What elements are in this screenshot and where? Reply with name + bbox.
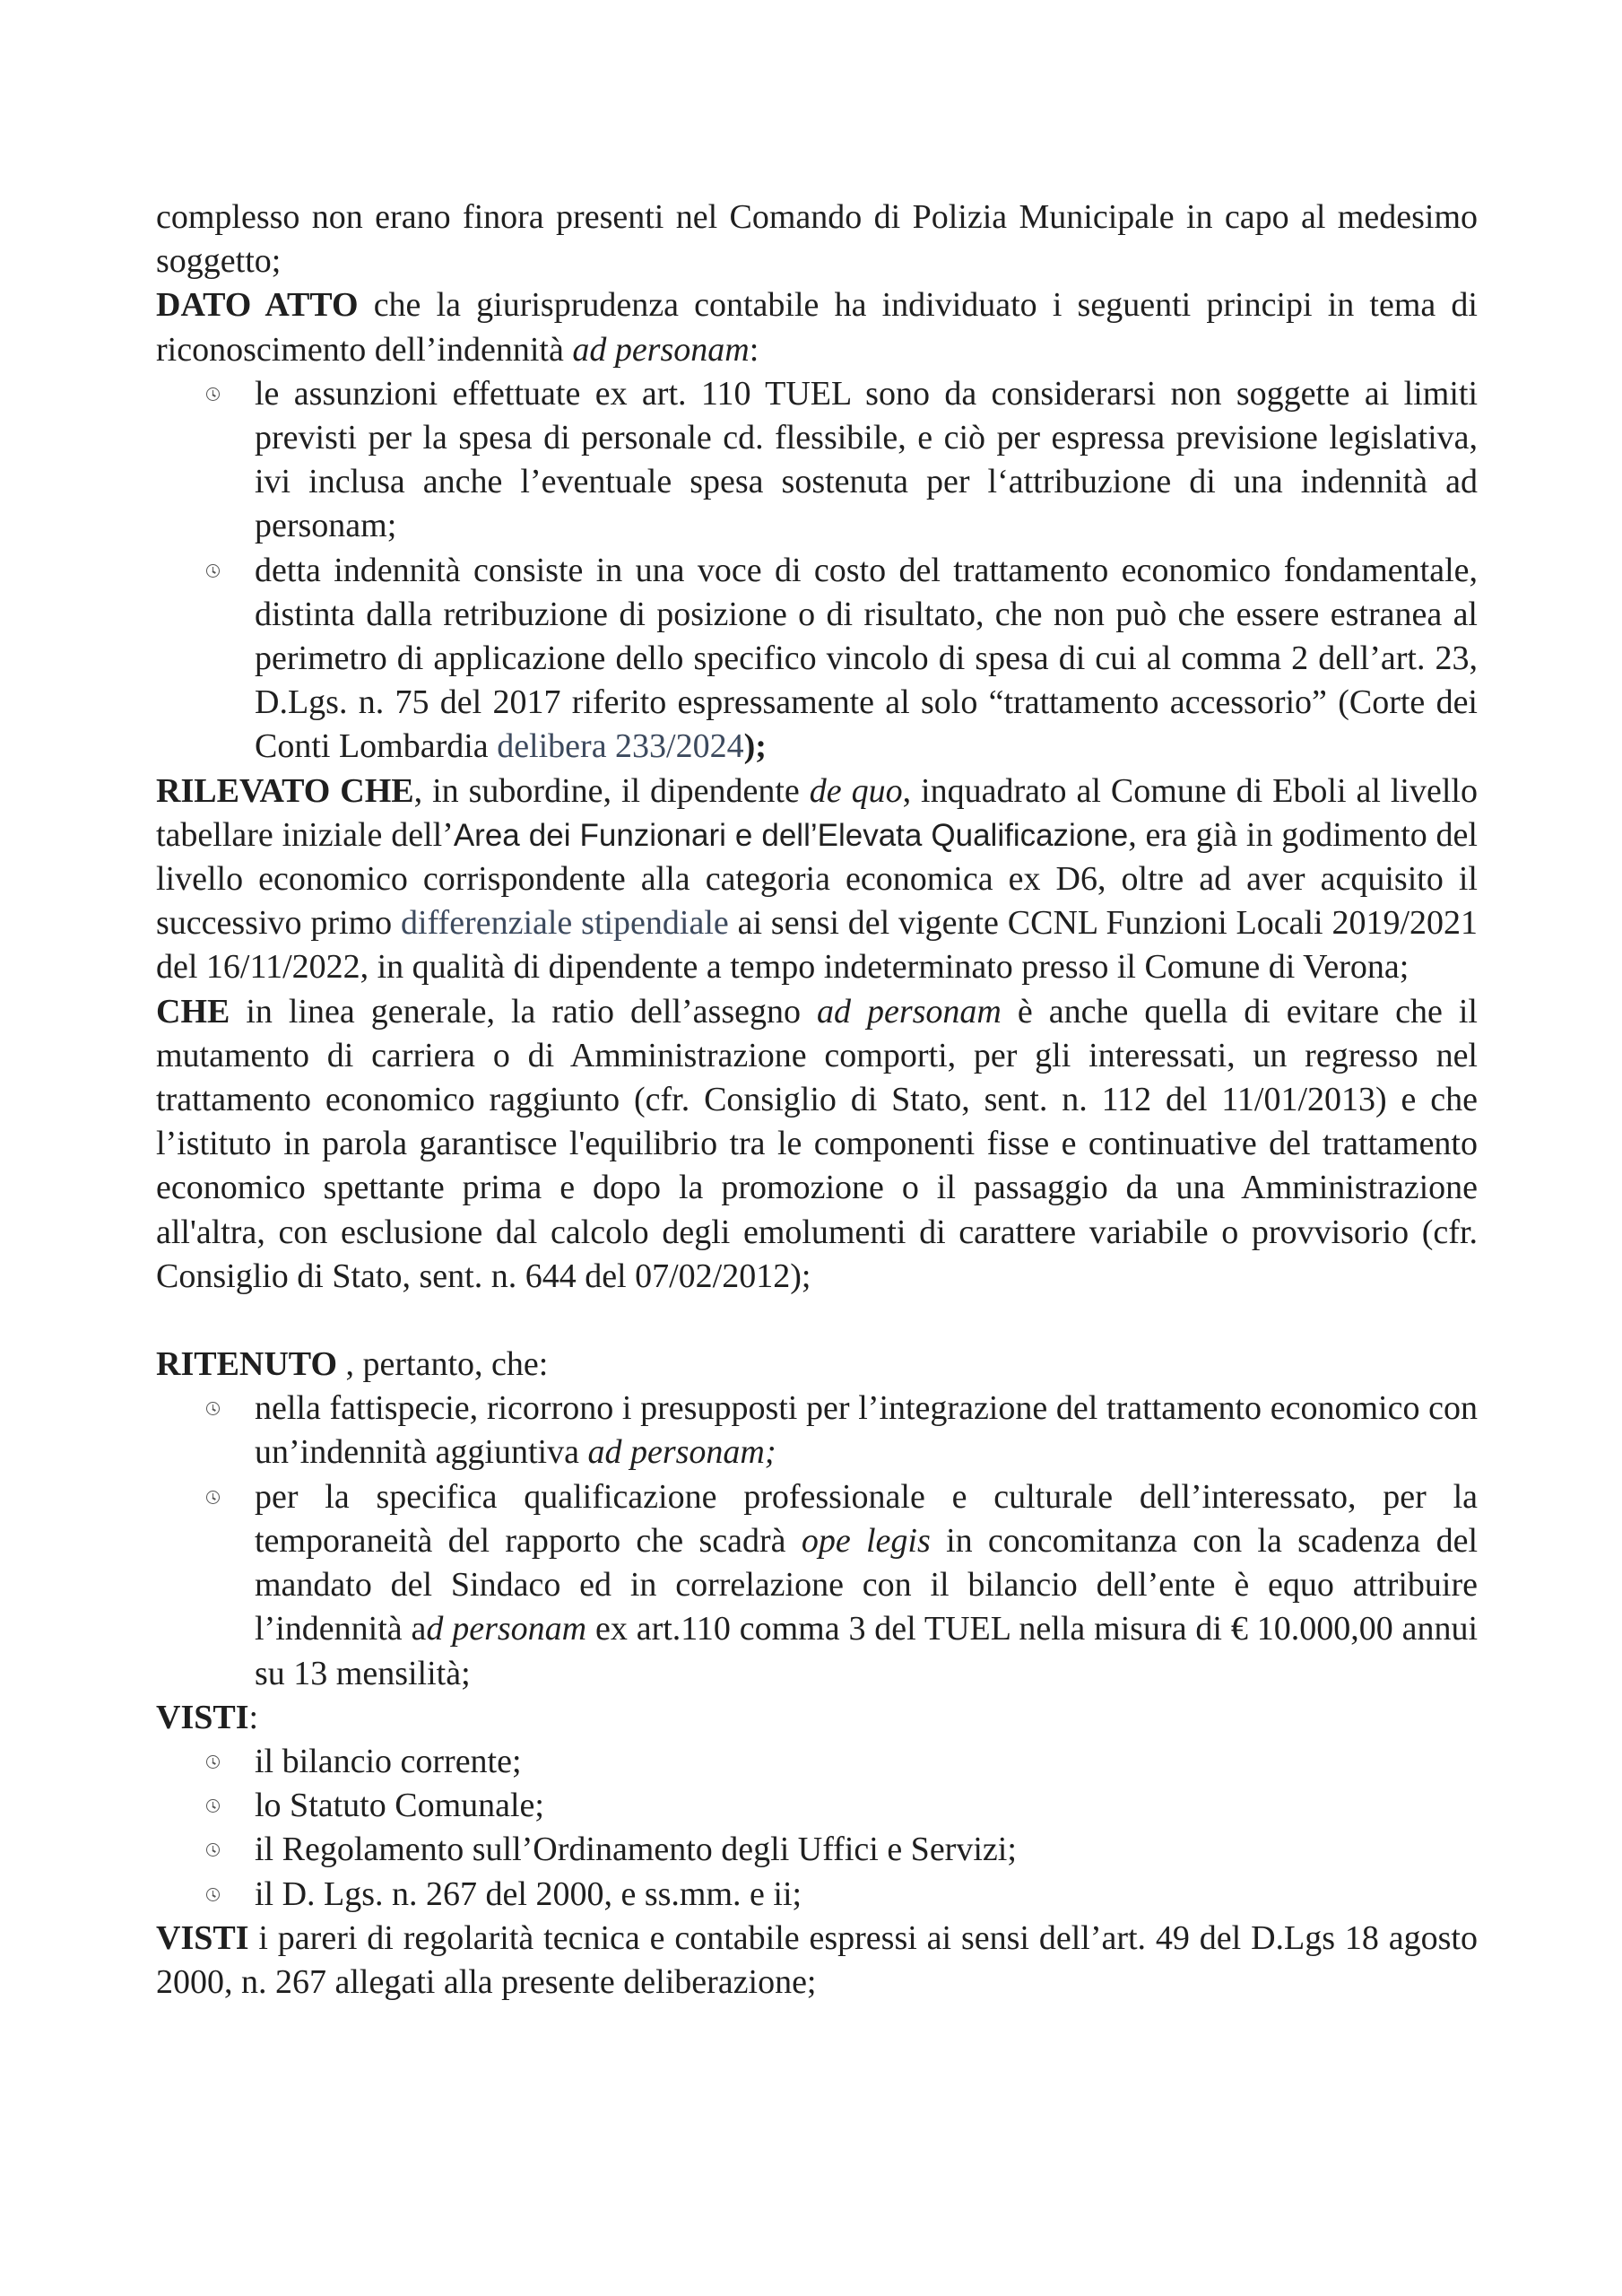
visti-heading xyxy=(156,1696,1478,1740)
ritenuto-list xyxy=(156,1387,1478,1695)
list-item-text: detta indennità consiste in una voce di costo del trattamento economico fondamentale, distinta dalla retribuzione di posizione o di risultato, che non può che essere estranea al perimetro di applicazione dello specifico vincolo di spesa di cui al comma 2 dell’art. 23, D.Lgs. n. 75 del 2017 riferito espressamente al solo “trattamento accessorio” (Corte dei Conti Lombardia xyxy=(255,551,1478,766)
visti-colon: : xyxy=(248,1698,259,1736)
rilevato-text-2: , inquadrato al Comune di Eboli al livello tabellare iniziale dell’ xyxy=(156,771,1478,854)
clock-bullet-icon xyxy=(206,1843,220,1857)
list-item xyxy=(156,549,1478,770)
visti-keyword: VISTI xyxy=(156,1698,249,1736)
list-item xyxy=(156,1784,1478,1828)
differenziale-link[interactable]: differenziale stipendiale xyxy=(401,904,729,943)
list-item-text: il Regolamento sull’Ordinamento degli Uffici e Servizi; xyxy=(255,1831,1017,1869)
ritenuto-keyword: RITENUTO xyxy=(156,1345,338,1384)
che-text-1: in linea generale, la ratio dell’assegno xyxy=(230,992,817,1031)
dato-atto-keyword: DATO ATTO xyxy=(156,286,359,325)
clock-bullet-icon xyxy=(206,1888,220,1901)
dato-atto-text-1: che la giurisprudenza contabile ha individuato i seguenti principi in tema di riconoscimento dell’indennità xyxy=(156,286,1478,369)
list-item-text: nella fattispecie, ricorrono i presupposti per l’integrazione del trattamento economico con un’indennità aggiuntiva xyxy=(255,1389,1478,1472)
clock-bullet-icon xyxy=(206,1402,220,1415)
list-item xyxy=(156,1873,1478,1917)
list-item-text: in concomitanza con la scadenza del mandato del Sindaco ed in correlazione con il bilancio dell’ente è equo attribuire l’indennità a xyxy=(255,1521,1478,1648)
ritenuto-paragraph xyxy=(156,1343,1478,1387)
rilevato-text-4: ai sensi del vigente CCNL Funzioni Locali 2019/2021 del 16/11/2022, in qualità di dipendente a tempo indeterminato presso il Comune di Verona; xyxy=(156,904,1478,987)
rilevato-keyword: RILEVATO CHE xyxy=(156,771,414,810)
intro-paragraph xyxy=(156,196,1478,283)
list-item-italic: ad personam; xyxy=(587,1433,776,1472)
list-item-text: ex art.110 comma 3 del TUEL nella misura di € 10.000,00 annui su 13 mensilità; xyxy=(255,1610,1479,1692)
clock-bullet-icon xyxy=(206,1799,220,1813)
list-item xyxy=(156,1740,1478,1784)
visti-pareri-keyword: VISTI xyxy=(156,1918,249,1957)
clock-bullet-icon xyxy=(206,1491,220,1504)
visti-pareri-paragraph xyxy=(156,1917,1478,2005)
blank-line xyxy=(156,1299,1478,1343)
rilevato-paragraph xyxy=(156,770,1478,990)
list-item-end: ); xyxy=(743,727,767,766)
dato-atto-paragraph xyxy=(156,283,1478,371)
che-text-2: è anche quella di evitare che il mutamento di carriera o di Amministrazione comporti, per gli interessati, un regresso nel trattamento economico raggiunto (cfr. Consiglio di Stato, sent. n. 112 del 11/01/2013) e che l’istituto in parola garantisce l'equilibrio tra le componenti fisse e continuative del trattamento economico spettante prima e dopo la promozione o il passaggio da una Amministrazione all'altra, con esclusione dal calcolo degli emolumenti di carattere variabile o provvisorio (cfr. Consiglio di Stato, sent. n. 644 del 07/02/2012); xyxy=(156,992,1478,1295)
che-keyword: CHE xyxy=(156,992,230,1031)
list-item-text: per la specifica qualificazione professionale e culturale dell’interessato, per la temporaneità del rapporto che scadrà xyxy=(255,1477,1478,1560)
delibera-link[interactable]: delibera 233/2024 xyxy=(497,727,744,766)
list-item xyxy=(156,372,1478,549)
clock-bullet-icon xyxy=(206,564,220,578)
list-item xyxy=(156,1387,1478,1474)
rilevato-text-3: , era già in godimento del livello economico corrispondente alla categoria economica ex D6, oltre ad aver acquisito il successivo primo xyxy=(156,815,1478,943)
list-item-text: il bilancio corrente; xyxy=(255,1742,522,1780)
list-item xyxy=(156,1828,1478,1872)
visti-pareri-text: i pareri di regolarità tecnica e contabile espressi ai sensi dell’art. 49 del D.Lgs 18 agosto 2000, n. 267 allegati alla presente deliberazione; xyxy=(156,1918,1478,2001)
ritenuto-text: , pertanto, che: xyxy=(337,1345,549,1384)
rilevato-text-1: , in subordine, il dipendente xyxy=(413,771,810,810)
list-item-text: il D. Lgs. n. 267 del 2000, e ss.mm. e ii; xyxy=(255,1874,802,1913)
che-italic: ad personam xyxy=(816,992,1002,1031)
list-item-italic: ope legis xyxy=(801,1521,931,1560)
clock-bullet-icon xyxy=(206,1755,220,1769)
clock-bullet-icon xyxy=(206,387,220,401)
intro-text: complesso non erano finora presenti nel Comando di Polizia Municipale in capo al medesimo soggetto; xyxy=(156,198,1478,281)
dato-atto-text-2: : xyxy=(749,330,759,369)
list-item-text: le assunzioni effettuate ex art. 110 TUEL sono da considerarsi non soggette ai limiti previsti per la spesa di personale cd. flessibile, e ciò per espressa previsione legislativa, ivi inclusa anche l’eventuale spesa sostenuta per l‘attribuzione di una indennità ad personam; xyxy=(255,374,1478,545)
list-item-italic: d personam xyxy=(426,1610,587,1648)
dato-atto-list xyxy=(156,372,1478,770)
list-item-text: lo Statuto Comunale; xyxy=(255,1787,544,1825)
visti-list xyxy=(156,1740,1478,1917)
list-item xyxy=(156,1475,1478,1696)
rilevato-italic: de quo xyxy=(809,771,903,810)
document-body xyxy=(156,196,1478,2005)
rilevato-area-name: Area dei Funzionari e dell’Elevata Qualificazione xyxy=(453,817,1129,853)
dato-atto-italic: ad personam xyxy=(572,330,750,369)
che-paragraph xyxy=(156,990,1478,1299)
